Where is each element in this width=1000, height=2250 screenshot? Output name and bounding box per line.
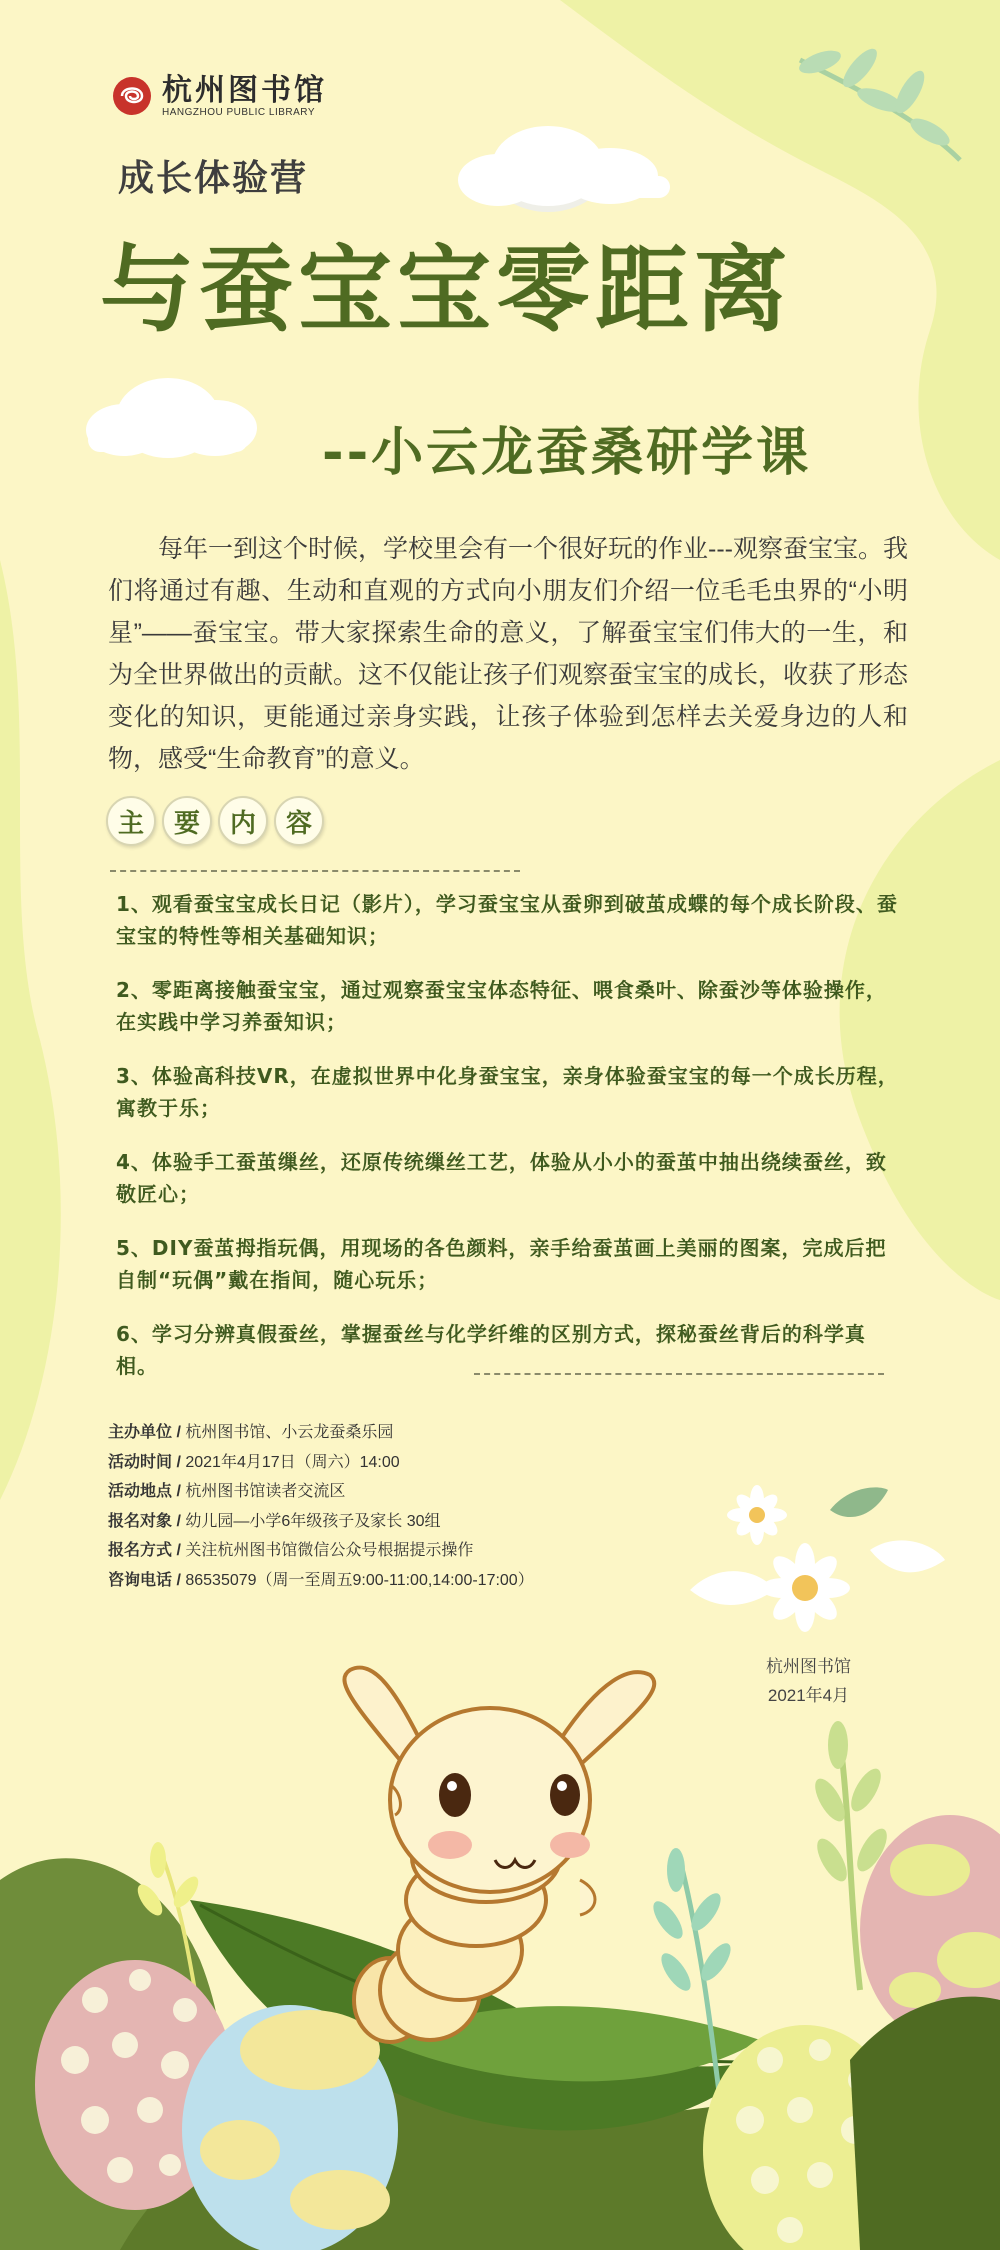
cloud-left xyxy=(86,378,257,458)
library-logo xyxy=(112,72,327,120)
intro-paragraph: 每年一到这个时候，学校里会有一个很好玩的作业---观察蚕宝宝。我们将通过有趣、生动和直观的方式向小朋友们介绍一位毛毛虫界的“小明星”——蚕宝宝。带大家探索生命的意义，了解蚕宝宝们伟大的一生，和为全世界做出的贡献。这不仅能让孩子们观察蚕宝宝的成长，收获了形态变化的知识，更能通过亲身实践，让孩子体验到怎样去关爱身边的人和物，感受“生命教育”的意义。 xyxy=(108,535,909,773)
info-value: 2021年4月17日（周六）14:00 xyxy=(185,1453,400,1471)
section-heading-char: 主 xyxy=(106,796,156,846)
grass-right xyxy=(850,1997,1000,2250)
list-item: 6、学习分辨真假蚕丝，掌握蚕丝与化学纤维的区别方式，探秘蚕丝背后的科学真相。 xyxy=(116,1322,866,1378)
list-item: 4、体验手工蚕茧缫丝，还原传统缫丝工艺，体验从小小的蚕茧中抽出绕续蚕丝，致敬匠心； xyxy=(116,1150,887,1206)
info-value: 幼儿园—小学6年级孩子及家长 30组 xyxy=(185,1512,441,1530)
info-value: 关注杭州图书馆微信公众号根据提示操作 xyxy=(185,1542,474,1559)
list-item: 5、DIY蚕茧拇指玩偶，用现场的各色颜料，亲手给蚕茧画上美丽的图案，完成后把自制“玩偶”戴在指间，随心玩乐； xyxy=(116,1236,887,1292)
info-label: 活动时间 / xyxy=(108,1453,186,1471)
section-heading-char: 内 xyxy=(218,796,268,846)
content-list xyxy=(116,888,902,1404)
info-label: 活动地点 / xyxy=(108,1483,186,1500)
camp-label: 成长体验营 xyxy=(118,157,309,198)
main-title: 与蚕宝宝零距离 xyxy=(100,236,794,345)
event-info xyxy=(108,1418,534,1595)
daisy-large xyxy=(761,1543,850,1632)
info-value: 杭州图书馆读者交流区 xyxy=(185,1483,346,1500)
info-label: 咨询电话 / xyxy=(108,1571,186,1589)
silkworm-mascot xyxy=(344,1668,654,2042)
section-heading-char: 要 xyxy=(162,796,212,846)
info-row-phone xyxy=(108,1566,534,1596)
leaf-white-left xyxy=(690,1571,775,1605)
list-item: 1、观看蚕宝宝成长日记（影片），学习蚕宝宝从蚕卵到破茧成蝶的每个成长阶段、蚕宝宝的特性等相关基础知识； xyxy=(116,892,898,948)
leaf-small-green xyxy=(830,1487,888,1517)
section-heading xyxy=(106,796,324,846)
info-value: 杭州图书馆、小云龙蚕桑乐园 xyxy=(185,1424,394,1441)
logo-english: HANGZHOU PUBLIC LIBRARY xyxy=(162,106,316,118)
daisy-small xyxy=(727,1485,787,1545)
info-row-audience xyxy=(108,1507,534,1537)
leaf-white-right xyxy=(870,1540,945,1572)
cloud-top xyxy=(458,126,670,212)
info-value: 86535079（周一至周五9:00-11:00,14:00-17:00） xyxy=(185,1571,534,1589)
info-label: 报名对象 / xyxy=(108,1512,186,1530)
signature-date: 2021年4月 xyxy=(767,1686,850,1705)
logo-name: 杭州图书馆 xyxy=(162,72,327,108)
info-label: 主办单位 / xyxy=(108,1424,186,1441)
logo-text xyxy=(162,72,327,118)
signature-org: 杭州图书馆 xyxy=(766,1657,851,1676)
info-row-organizer xyxy=(108,1418,534,1448)
info-row-time xyxy=(108,1448,534,1478)
divider-top xyxy=(110,870,520,872)
subtitle: --小云龙蚕桑研学课 xyxy=(322,423,812,483)
section-heading-char: 容 xyxy=(274,796,324,846)
signature xyxy=(766,1652,851,1710)
info-row-registration xyxy=(108,1536,534,1566)
info-label: 报名方式 / xyxy=(108,1542,186,1559)
info-row-location xyxy=(108,1477,534,1507)
library-seal-icon xyxy=(112,72,152,120)
egg-blue xyxy=(182,2005,398,2250)
bg-left-wave xyxy=(0,560,61,1500)
list-item: 3、体验高科技VR，在虚拟世界中化身蚕宝宝，亲身体验蚕宝宝的每一个成长历程，寓教于乐； xyxy=(116,1064,899,1120)
list-item: 2、零距离接触蚕宝宝，通过观察蚕宝宝体态特征、喂食桑叶、除蚕沙等体验操作，在实践中学习养蚕知识； xyxy=(116,978,887,1034)
divider-bottom xyxy=(474,1373,884,1375)
